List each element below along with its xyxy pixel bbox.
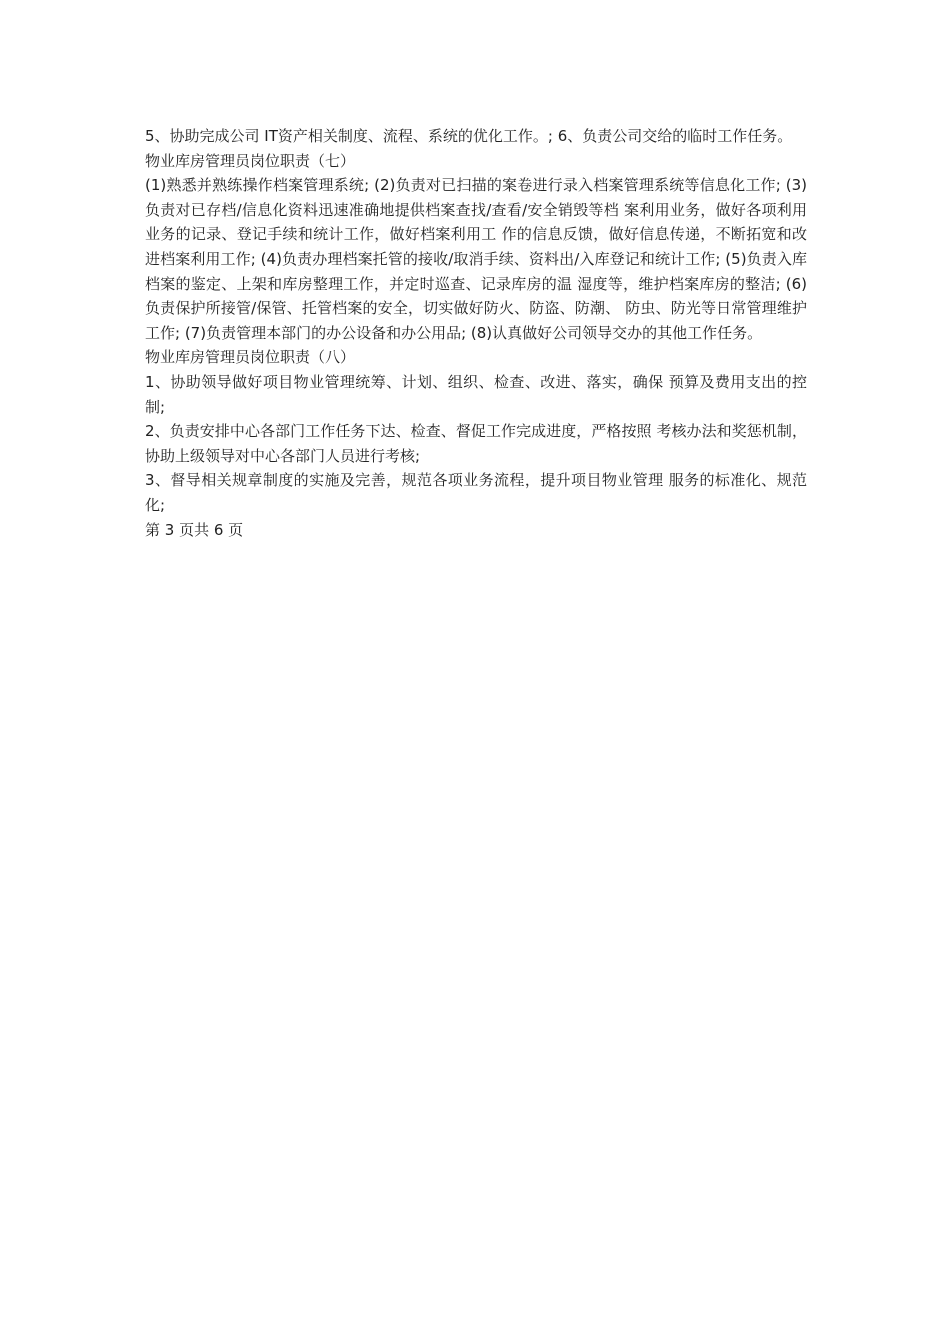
document-page [145, 124, 807, 542]
paragraph-item-1: 1、协助领导做好项目物业管理统筹、计划、组织、检查、改进、落实，确保 预算及费用支出的控制; [145, 372, 807, 416]
paragraph-archive-duties: (1)熟悉并熟练操作档案管理系统; (2)负责对已扫描的案卷进行录入档案管理系统等信息化工作; (3)负责对已存档/信息化资料迅速准确地提供档案查找/查看/安全销毁等档 案利用业务，做好各项利用业务的记录、登记手续和统计工作，做好档案利用工 作的信息反馈，做好信息传递，不断拓宽和改进档案利用工作; (4)负责办理档案托管的接收/取消手续、资料出/入库登记和统计工作; (5)负责入库档案的鉴定、上架和库房整理工作，并定时巡查、记录库房的温 湿度等，维护档案库房的整洁; (6)负责保护所接管/保管、托管档案的安全，切实做好防火、防盗、防潮、 防虫、防光等日常管理维护工作; (7)负责管理本部门的办公设备和办公用品; (8)认真做好公司领导交办的其他工作任务。 [145, 176, 807, 342]
section-heading-seven: 物业库房管理员岗位职责（七） [145, 151, 356, 170]
section-heading-eight: 物业库房管理员岗位职责（八） [145, 348, 356, 367]
page-number-footer: 第 3 页共 6 页 [145, 520, 244, 539]
paragraph-it-assets: 5、协助完成公司 IT资产相关制度、流程、系统的优化工作。; 6、负责公司交给的临时工作任务。 [145, 127, 793, 145]
paragraph-item-2: 2、负责安排中心各部门工作任务下达、检查、督促工作完成进度，严格按照 考核办法和奖惩机制，协助上级领导对中心各部门人员进行考核; [145, 422, 807, 465]
paragraph-item-3: 3、督导相关规章制度的实施及完善，规范各项业务流程，提升项目物业管理 服务的标准化、规范化; [145, 471, 807, 514]
